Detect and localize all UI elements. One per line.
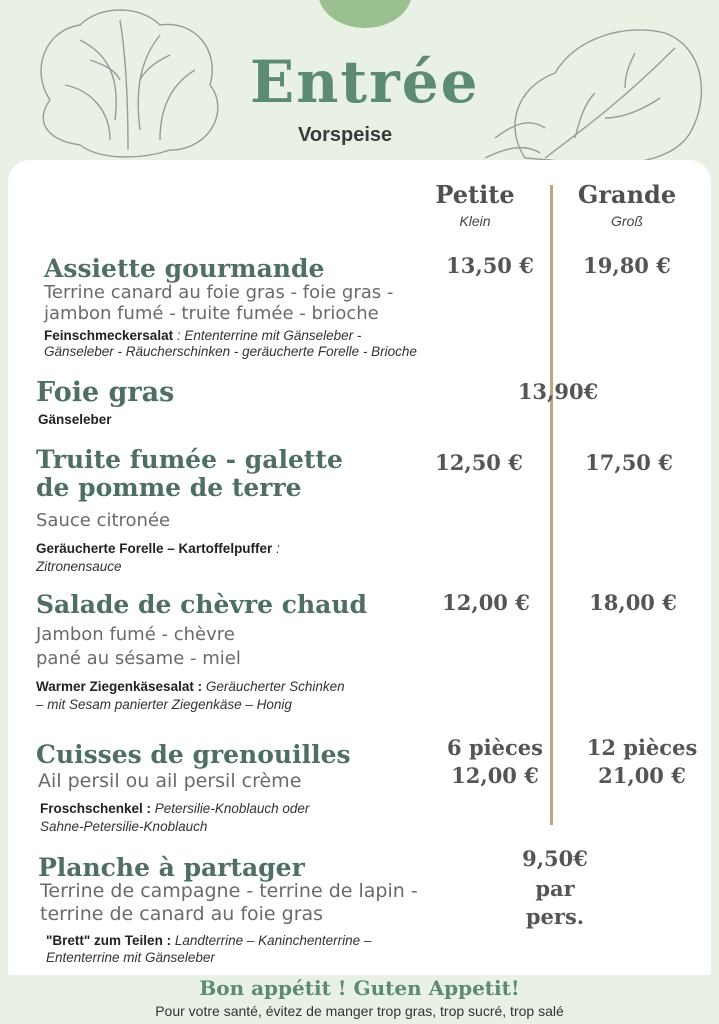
item-desc-line: jambon fumé - truite fumée - brioche [44, 303, 379, 324]
item-desc-line: Terrine canard au foie gras - foie gras - [44, 282, 394, 303]
translation-text: Geräucherter Schinken [202, 679, 345, 694]
price-petite: 12,50 € [435, 450, 523, 475]
lettuce-right-icon [485, 18, 715, 168]
item-name-truite-fumee-line2: de pomme de terre [36, 473, 302, 502]
footer-health-notice: Pour votre santé, évitez de manger trop gras, trop sucré, trop salé [155, 1003, 564, 1019]
translation-bold: Warmer Ziegenkäsesalat : [36, 679, 203, 694]
item-translation-line2: Ententerrine mit Gänseleber [46, 950, 215, 965]
item-name-foie-gras: Foie gras [36, 377, 175, 408]
item-translation [40, 800, 309, 817]
item-name-salade-chevre: Salade de chèvre chaud [36, 590, 367, 619]
column-header-petite: Petite [435, 180, 515, 209]
item-desc-line: pané au sésame - miel [36, 648, 241, 669]
item-desc-line: Ail persil ou ail persil crème [38, 770, 302, 792]
item-name-cuisses-grenouilles: Cuisses de grenouilles [36, 740, 351, 769]
translation-bold: Geräucherte Forelle – Kartoffelpuffer [36, 541, 273, 556]
item-desc-line: Sauce citronée [36, 510, 171, 531]
item-name-truite-fumee: Truite fumée - galette [36, 445, 343, 474]
item-desc-line: Jambon fumé - chèvre [36, 624, 235, 645]
translation-text: : Ententerrine mit Gänseleber - [173, 328, 362, 343]
price-grande: 17,50 € [585, 450, 673, 475]
price-petite: 12,00 € [442, 590, 530, 615]
price-per-person: 9,50€ [522, 846, 588, 871]
price-single: 13,90€ [517, 379, 599, 404]
column-subheader-petite: Klein [459, 213, 491, 229]
item-desc-line: Terrine de campagne - terrine de lapin - [40, 880, 418, 902]
item-name-assiette-gourmande: Assiette gourmande [44, 254, 325, 283]
column-subheader-grande: Groß [611, 213, 643, 229]
item-desc-line: terrine de canard au foie gras [40, 903, 324, 925]
price-grande: 21,00 € [598, 763, 686, 788]
item-translation [36, 678, 345, 695]
item-translation-line2: Zitronensauce [36, 559, 122, 574]
footer-wish: Bon appétit ! Guten Appetit! [199, 976, 520, 1000]
quantity-grande: 12 pièces [586, 735, 698, 760]
price-petite: 12,00 € [451, 763, 539, 788]
price-per-person-line2: par [535, 876, 575, 901]
column-header-grande: Grande [577, 180, 677, 209]
quantity-petite: 6 pièces [447, 735, 543, 760]
translation-bold: Feinschmeckersalat [44, 328, 174, 343]
item-translation [36, 540, 280, 557]
item-translation [46, 932, 371, 949]
translation-text: : [272, 541, 280, 556]
item-translation [44, 327, 361, 344]
price-petite: 13,50 € [446, 253, 534, 278]
price-grande: 19,80 € [583, 253, 671, 278]
item-translation-line2: – mit Sesam panierter Ziegenkäse – Honig [36, 697, 292, 712]
item-translation [38, 411, 112, 428]
page-title: Entrée [250, 48, 480, 116]
translation-text: Landterrine – Kaninchenterrine – [171, 933, 372, 948]
translation-bold: Froschschenkel : [40, 801, 152, 816]
item-translation-line2: Gänseleber - Räucherschinken - geräucherte Forelle - Brioche [44, 344, 417, 359]
translation-text: Petersilie-Knoblauch oder [151, 801, 310, 816]
translation-bold: Gänseleber [38, 412, 112, 427]
column-divider [550, 185, 553, 825]
price-grande: 18,00 € [589, 590, 677, 615]
top-tab-decoration [318, 0, 412, 28]
item-name-planche-partager: Planche à partager [38, 853, 305, 882]
item-translation-line2: Sahne-Petersilie-Knoblauch [40, 819, 208, 834]
page-subtitle: Vorspeise [298, 124, 393, 146]
lettuce-left-icon [20, 0, 250, 160]
translation-bold: "Brett" zum Teilen : [46, 933, 172, 948]
price-per-person-line3: pers. [525, 904, 585, 929]
